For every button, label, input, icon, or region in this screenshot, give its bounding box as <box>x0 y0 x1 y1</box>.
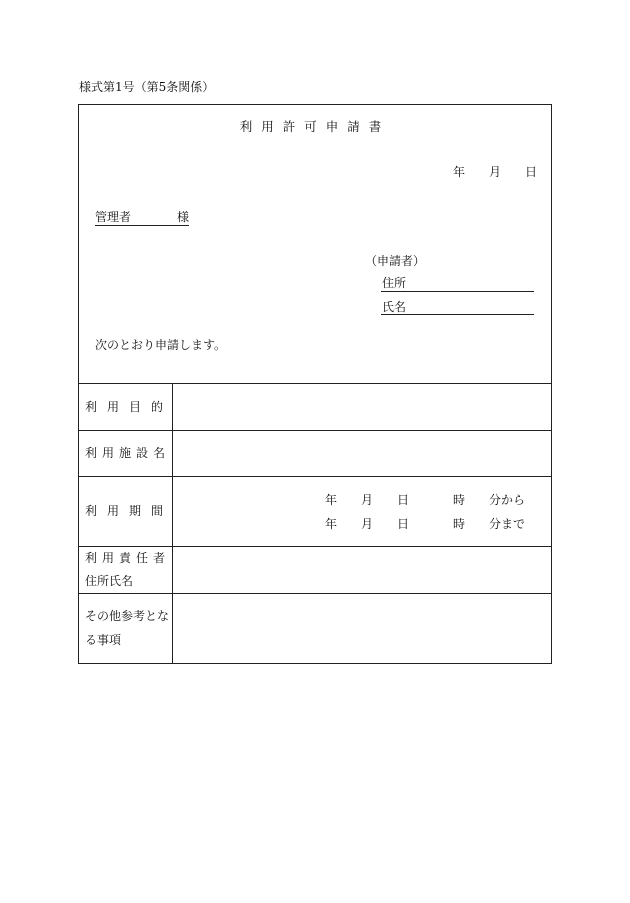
applicant-address-line <box>381 291 534 292</box>
applicant-name-line <box>381 314 534 315</box>
row-label-responsible-1: 利用責任者 <box>85 551 171 565</box>
period-start-year: 年 <box>325 493 338 507</box>
divider-facility <box>79 476 551 477</box>
period-end-minute: 分まで <box>489 517 526 531</box>
addressee-suffix: 様 <box>177 210 190 224</box>
period-start-minute: 分から <box>489 493 526 507</box>
row-label-other-1: その他参考とな <box>85 609 170 623</box>
addressee-prefix: 管理者 <box>95 210 132 224</box>
date-day: 日 <box>525 165 538 179</box>
divider-period <box>79 546 551 547</box>
date-month: 月 <box>489 165 502 179</box>
period-start-month: 月 <box>361 493 374 507</box>
divider-header <box>79 383 551 384</box>
form-title: 利用許可申請書 <box>239 119 391 134</box>
period-end-hour: 時 <box>453 517 466 531</box>
form-number-label: 様式第1号（第5条関係） <box>79 80 215 94</box>
period-end-month: 月 <box>361 517 374 531</box>
statement-text: 次のとおり申請します。 <box>95 338 227 352</box>
applicant-name-label: 氏名 <box>382 300 407 314</box>
row-label-facility: 利用施設名 <box>85 446 171 460</box>
row-label-other-2: る事項 <box>85 633 122 647</box>
applicant-address-label: 住所 <box>382 276 407 290</box>
row-label-period: 利用期間 <box>85 504 174 518</box>
application-form <box>78 104 552 664</box>
row-label-responsible-2: 住所氏名 <box>85 574 134 588</box>
applicant-heading: （申請者） <box>365 254 426 268</box>
period-start-day: 日 <box>397 493 410 507</box>
addressee-underline <box>95 225 189 226</box>
divider-responsible <box>79 593 551 594</box>
period-end-year: 年 <box>325 517 338 531</box>
date-year: 年 <box>453 165 466 179</box>
divider-purpose <box>79 430 551 431</box>
period-start-hour: 時 <box>453 493 466 507</box>
column-divider <box>172 383 173 663</box>
period-end-day: 日 <box>397 517 410 531</box>
row-label-purpose: 利用目的 <box>85 400 174 414</box>
